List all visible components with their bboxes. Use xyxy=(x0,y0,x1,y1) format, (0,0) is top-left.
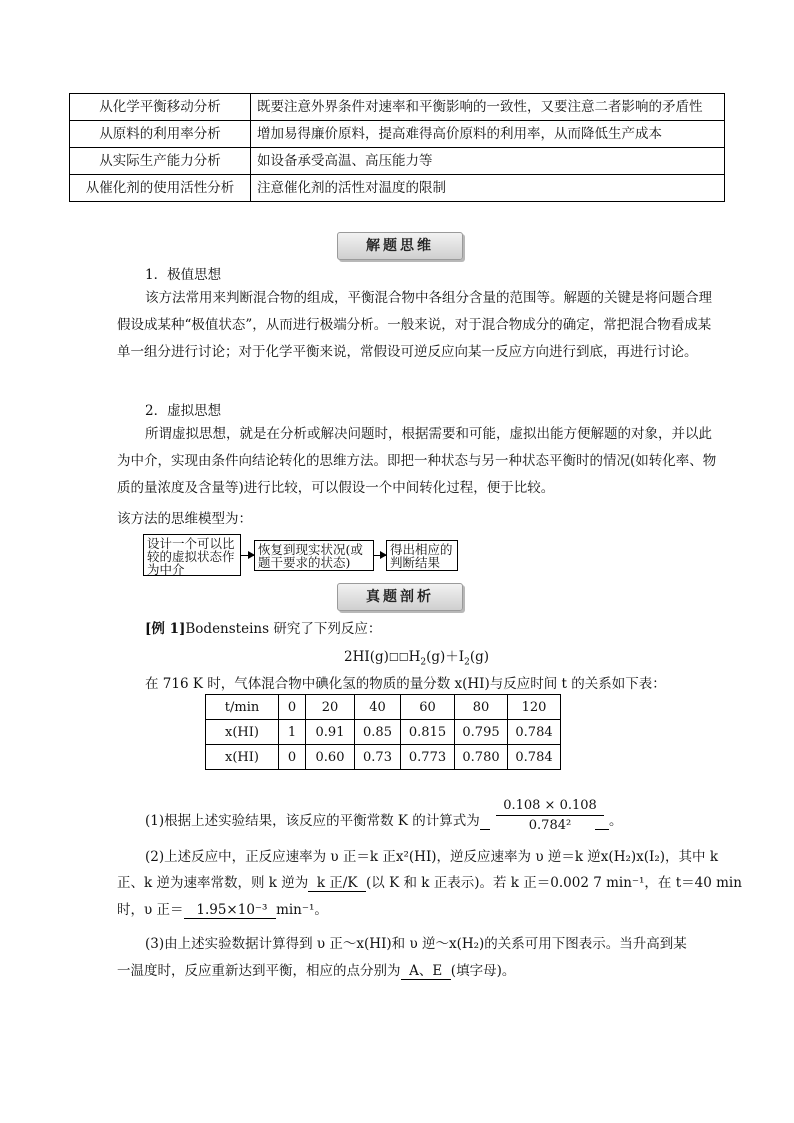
answer-points xyxy=(401,959,451,980)
table-cell-aspect: 从原料的利用率分析 xyxy=(70,121,251,148)
section-2-text: 所谓虚拟思想，就是在分析或解决问题时，根据需要和可能，虚拟出能方便解题的对象，并以此为中介，实现由条件向结论转化的思维方法。即把一种状态与另一种状态平衡时的情况(如转化率、物质的量浓度及含量等)进行比较，可以假设一个中间转化过程，便于比较。 xyxy=(117,426,717,496)
fraction-denominator: 0.784² xyxy=(528,818,572,833)
question-3-line-2 xyxy=(117,959,515,980)
reaction-equation xyxy=(344,645,489,668)
table-row xyxy=(70,148,725,175)
question-2-text: min⁻¹。 xyxy=(276,902,328,918)
table-cell: 40 xyxy=(355,695,401,720)
flow-arrow-icon xyxy=(241,555,254,556)
question-3-text: (填字母)。 xyxy=(450,963,516,979)
question-2-text: (以 K 和 k 正表示)。若 k 正＝0.002 7 min⁻¹，在 t＝40 min xyxy=(366,875,742,891)
table-cell-note: 增加易得廉价原料，提高难得高价原料的利用率，从而降低生产成本 xyxy=(251,121,725,148)
table-cell: 0.60 xyxy=(306,745,355,770)
table-cell: 0.773 xyxy=(401,745,455,770)
table-cell: x(HI) xyxy=(206,745,279,770)
table-cell-aspect: 从实际生产能力分析 xyxy=(70,148,251,175)
answer-rate xyxy=(184,902,277,919)
product-h: H xyxy=(408,649,421,665)
answer-fraction xyxy=(496,798,604,833)
table-cell-aspect: 从化学平衡移动分析 xyxy=(70,94,251,121)
subscript: 2 xyxy=(464,657,470,668)
example-intro-text: Bodensteins 研究了下列反应： xyxy=(185,621,382,637)
question-1-text: (1)根据上述实验结果，该反应的平衡常数 K 的计算式为 xyxy=(145,813,480,829)
product-plus-i: (g)＋I xyxy=(426,649,465,665)
data-table xyxy=(205,694,561,770)
table-cell: 0.780 xyxy=(455,745,508,770)
table-cell-note: 注意催化剂的活性对温度的限制 xyxy=(251,175,725,202)
table-cell: 120 xyxy=(508,695,561,720)
fraction-numerator: 0.108 × 0.108 xyxy=(496,798,604,816)
reversible-arrow-icon: ☐☐ xyxy=(388,651,409,664)
table-row xyxy=(206,695,561,720)
answer-text: k 正/K xyxy=(316,875,358,891)
table-cell: 0.784 xyxy=(508,720,561,745)
table-cell: 0.784 xyxy=(508,745,561,770)
answer-blank xyxy=(595,813,609,830)
subscript: 2 xyxy=(420,657,427,668)
question-1 xyxy=(145,809,490,830)
section-banner-analysis: 真题剖析 xyxy=(337,583,463,611)
answer-k-reverse xyxy=(308,871,366,892)
flow-box-virtual-state: 设计一个可以比较的虚拟状态作为中介 xyxy=(143,534,241,576)
table-row xyxy=(70,94,725,121)
section-2-model-intro: 该方法的思维模型为： xyxy=(117,511,252,527)
question-1-punct: 。 xyxy=(609,813,623,829)
question-1-end xyxy=(595,809,623,830)
question-2-line-3 xyxy=(117,898,328,919)
table-cell: 0.795 xyxy=(455,720,508,745)
flow-arrow-icon xyxy=(374,555,386,556)
answer-text: 1.95×10⁻³ xyxy=(196,902,268,918)
table-cell-note: 如设备承受高温、高压能力等 xyxy=(251,148,725,175)
question-3-line-1: (3)由上述实验数据计算得到 υ 正～x(HI)和 υ 逆～x(H₂)的关系可用下图表示。当升高到某 xyxy=(145,936,687,952)
question-2-text: 正、k 逆为速率常数，则 k 逆为 xyxy=(117,875,309,891)
table-cell: 20 xyxy=(306,695,355,720)
reactant: 2HI(g) xyxy=(344,649,389,665)
question-3-text: 一温度时，反应重新达到平衡，相应的点分别为 xyxy=(117,963,401,979)
table-cell: 80 xyxy=(455,695,508,720)
table-cell: 0.815 xyxy=(401,720,455,745)
table-row xyxy=(206,745,561,770)
table-cell-aspect: 从催化剂的使用活性分析 xyxy=(70,175,251,202)
table-cell: 0.85 xyxy=(355,720,401,745)
example-intro xyxy=(145,617,381,637)
example-condition: 在 716 K 时，气体混合物中碘化氢的物质的量分数 x(HI)与反应时间 t 的关系如下表： xyxy=(145,676,666,692)
product-state: (g) xyxy=(469,649,490,665)
table-row xyxy=(70,175,725,202)
table-cell: 1 xyxy=(279,720,306,745)
table-cell-note: 既要注意外界条件对速率和平衡影响的一致性，又要注意二者影响的矛盾性 xyxy=(251,94,725,121)
table-cell: 0 xyxy=(279,745,306,770)
table-row xyxy=(70,121,725,148)
section-banner-thinking: 解题思维 xyxy=(337,232,463,260)
answer-text: A、E xyxy=(409,963,443,979)
table-row xyxy=(206,720,561,745)
table-cell: t/min xyxy=(206,695,279,720)
table-cell: x(HI) xyxy=(206,720,279,745)
table-cell: 0.73 xyxy=(355,745,401,770)
section-1-text: 该方法常用来判断混合物的组成，平衡混合物中各组分含量的范围等。解题的关键是将问题合理假设成某种“极值状态”，从而进行极端分析。一般来说，对于混合物成分的确定，常把混合物看成某单一组分进行讨论；对于化学平衡来说，常假设可逆反应向某一反应方向进行到底，再进行讨论。 xyxy=(117,290,712,360)
question-2-line-1: (2)上述反应中，正反应速率为 υ 正＝k 正x²(HI)，逆反应速率为 υ 逆＝k 逆x(H₂)x(I₂)，其中 k xyxy=(145,849,719,865)
section-1-title: 1．极值思想 xyxy=(145,267,222,283)
table-cell: 0 xyxy=(279,695,306,720)
flow-box-real-state: 恢复到现实状况(或题干要求的状态) xyxy=(254,540,374,571)
considerations-table xyxy=(69,93,725,202)
table-cell: 0.91 xyxy=(306,720,355,745)
question-2-line-2 xyxy=(117,871,742,892)
example-label: [例 1] xyxy=(145,621,186,637)
flow-box-result: 得出相应的判断结果 xyxy=(386,540,458,571)
table-cell: 60 xyxy=(401,695,455,720)
section-2-title: 2．虚拟思想 xyxy=(145,403,222,419)
answer-blank xyxy=(480,813,490,830)
question-2-text: 时，υ 正＝ xyxy=(117,902,184,918)
